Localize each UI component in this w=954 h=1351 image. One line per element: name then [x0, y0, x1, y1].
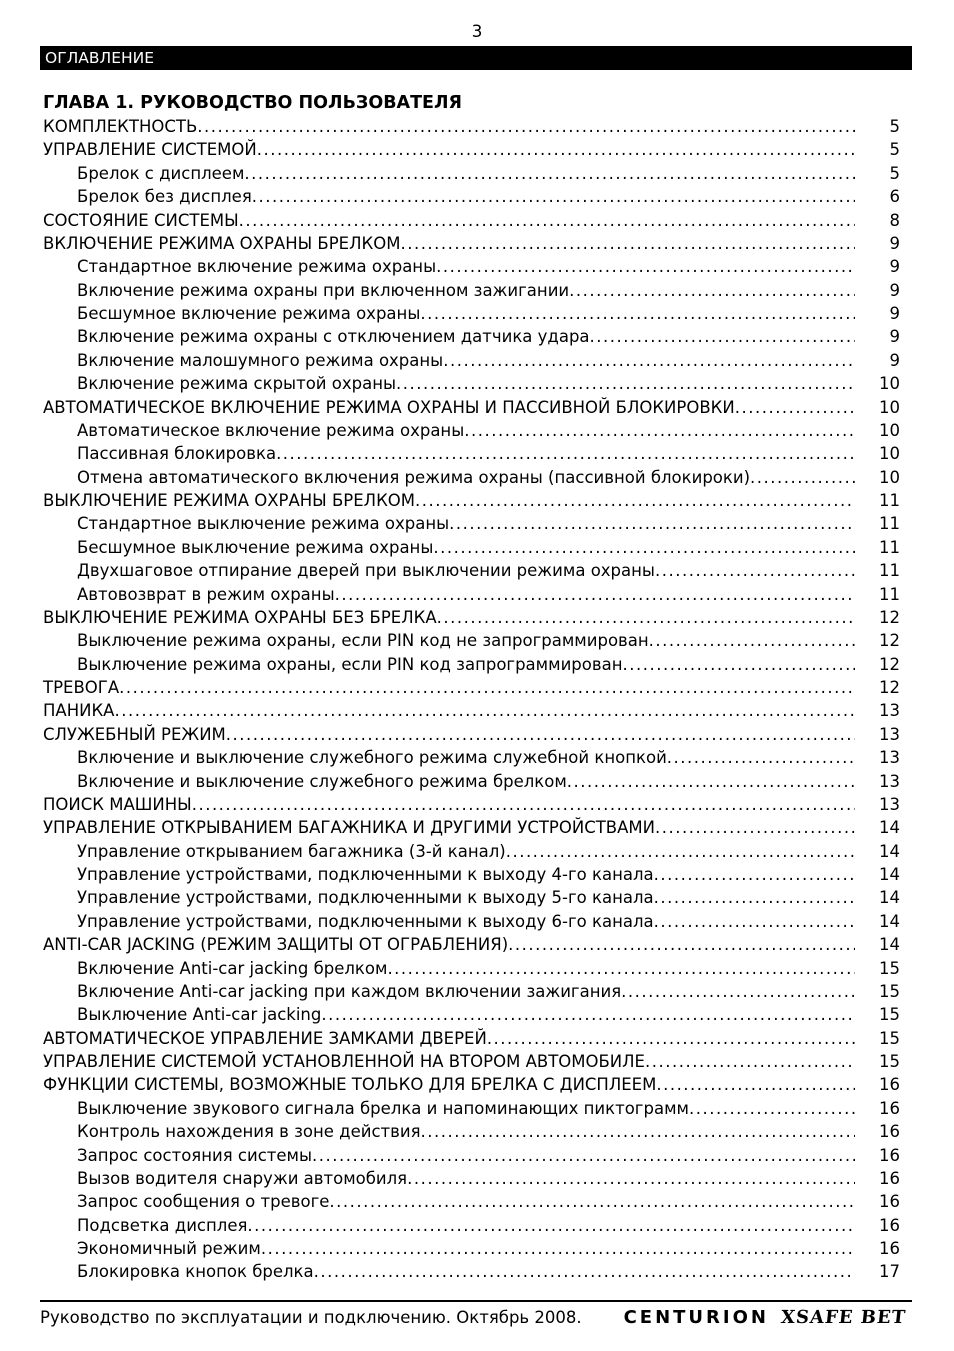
toc-entry-label: Стандартное включение режима охраны	[77, 257, 437, 277]
toc-dot-leader	[387, 959, 855, 978]
toc-entry-page-number: 15	[879, 981, 900, 1001]
toc-dot-leader	[192, 795, 855, 814]
toc-dot-leader	[437, 608, 855, 627]
toc-entry	[43, 1099, 900, 1122]
toc-entry-label: Пассивная блокировка	[77, 444, 277, 464]
toc-entry-label: Управление устройствами, подключенными к выходу 6-го канала	[77, 911, 654, 931]
toc-entry	[43, 772, 900, 795]
toc-entry-page-number: 16	[879, 1098, 900, 1118]
toc-entry-page-number: 14	[879, 888, 900, 908]
toc-dot-leader	[335, 585, 855, 604]
toc-entry-page-number: 11	[879, 514, 900, 534]
toc-entry-label: Блокировка кнопок брелка	[77, 1262, 314, 1282]
toc-entry	[43, 678, 900, 701]
toc-dot-leader	[314, 1262, 855, 1281]
toc-entry	[43, 1169, 900, 1192]
toc-entry-page-number: 14	[879, 935, 900, 955]
toc-entry-label: Автовозврат в режим охраны	[77, 584, 335, 604]
toc-dot-leader	[590, 327, 855, 346]
toc-entry-page-number: 13	[879, 701, 900, 721]
toc-entry-page-number: 14	[879, 841, 900, 861]
toc-entry-page-number: 9	[889, 233, 900, 253]
toc-entry	[43, 211, 900, 234]
toc-dot-leader	[443, 351, 855, 370]
toc-entry-label: УПРАВЛЕНИЕ СИСТЕМОЙ УСТАНОВЛЕННОЙ НА ВТОРОМ АВТОМОБИЛЕ	[43, 1052, 645, 1071]
toc-entry-label: АВТОМАТИЧЕСКОЕ УПРАВЛЕНИЕ ЗАМКАМИ ДВЕРЕЙ	[43, 1028, 487, 1048]
toc-entry	[43, 725, 900, 748]
toc-dot-leader	[119, 678, 855, 697]
toc-entry-page-number: 16	[879, 1122, 900, 1142]
toc-dot-leader	[654, 888, 855, 907]
toc-dot-leader	[396, 374, 855, 393]
toc-entry-page-number: 9	[889, 257, 900, 277]
toc-entry-page-number: 11	[879, 561, 900, 581]
toc-dot-leader	[407, 1169, 855, 1188]
toc-dot-leader	[312, 1146, 855, 1165]
toc-entry-label: Запрос состояния системы	[77, 1145, 313, 1165]
toc-entry-label: Брелок без дисплея	[77, 187, 252, 207]
toc-entry-page-number: 14	[879, 911, 900, 931]
toc-entry-page-number: 15	[879, 958, 900, 978]
toc-entry	[43, 748, 900, 771]
toc-dot-leader	[321, 1005, 855, 1024]
toc-entry	[43, 304, 900, 327]
toc-entry-page-number: 13	[879, 794, 900, 814]
toc-entry-label: СОСТОЯНИЕ СИСТЕМЫ	[43, 210, 239, 230]
toc-entry-page-number: 9	[889, 350, 900, 370]
toc-entry	[43, 1239, 900, 1262]
section-title: ОГЛАВЛЕНИЕ	[45, 49, 155, 67]
toc-entry	[43, 164, 900, 187]
toc-dot-leader	[415, 491, 855, 510]
toc-entry-page-number: 12	[879, 678, 900, 697]
toc-dot-leader	[433, 538, 855, 557]
toc-entry	[43, 140, 900, 163]
toc-entry-page-number: 13	[879, 771, 900, 791]
toc-entry-label: Включение режима охраны при включенном зажигании	[77, 280, 570, 300]
toc-entry-label: Включение и выключение служебного режима брелком	[77, 771, 567, 791]
toc-entry-label: Включение Anti-car jacking при каждом включении зажигания	[77, 981, 622, 1001]
toc-entry-label: Управление открыванием багажника (3-й канал)	[77, 841, 506, 861]
toc-entry	[43, 538, 900, 561]
toc-entry-label: Автоматическое включение режима охраны	[77, 420, 465, 440]
toc-entry	[43, 1262, 900, 1285]
toc-entry-page-number: 12	[879, 631, 900, 651]
toc-entry-label: Включение Anti-car jacking брелком	[77, 958, 388, 978]
toc-entry-label: Брелок с дисплеем	[77, 163, 245, 183]
toc-entry-label: Стандартное выключение режима охраны	[77, 514, 450, 534]
toc-entry	[43, 631, 900, 654]
toc-entry	[43, 912, 900, 935]
brand-model: XSAFE BET	[779, 1307, 908, 1328]
toc-dot-leader	[569, 281, 855, 300]
table-of-contents	[43, 117, 900, 1286]
toc-entry-label: Вызов водителя снаружи автомобиля	[77, 1168, 408, 1188]
toc-entry-label: Контроль нахождения в зоне действия	[77, 1122, 421, 1142]
toc-entry	[43, 655, 900, 678]
toc-entry-page-number: 11	[879, 491, 900, 510]
toc-dot-leader	[667, 748, 855, 767]
toc-entry-label: Экономичный режим	[77, 1239, 261, 1258]
toc-entry-label: Бесшумное выключение режима охраны	[77, 537, 434, 557]
toc-dot-leader	[655, 561, 855, 580]
toc-entry-page-number: 15	[879, 1028, 900, 1048]
toc-dot-leader	[649, 631, 855, 650]
toc-entry-label: Подсветка дисплея	[77, 1215, 248, 1235]
toc-entry-page-number: 17	[879, 1262, 900, 1282]
toc-entry-page-number: 16	[879, 1215, 900, 1235]
toc-entry-page-number: 9	[889, 280, 900, 300]
toc-entry	[43, 281, 900, 304]
toc-entry-page-number: 16	[879, 1192, 900, 1212]
toc-entry	[43, 327, 900, 350]
toc-entry	[43, 888, 900, 911]
toc-dot-leader	[244, 164, 855, 183]
toc-entry	[43, 585, 900, 608]
toc-entry-label: Выключение режима охраны, если PIN код запрограммирован	[77, 654, 623, 674]
toc-entry-label: ТРЕВОГА	[43, 678, 120, 697]
toc-dot-leader	[276, 444, 855, 463]
toc-dot-leader	[487, 1029, 855, 1048]
toc-dot-leader	[464, 421, 855, 440]
toc-entry	[43, 234, 900, 257]
toc-dot-leader	[226, 725, 855, 744]
toc-entry-label: КОМПЛЕКТНОСТЬ	[43, 117, 198, 136]
toc-entry-page-number: 13	[879, 748, 900, 768]
toc-entry	[43, 701, 900, 724]
toc-dot-leader	[400, 234, 855, 253]
toc-entry-page-number: 10	[879, 397, 900, 417]
toc-entry-label: УПРАВЛЕНИЕ СИСТЕМОЙ	[43, 140, 257, 160]
toc-dot-leader	[654, 912, 855, 931]
toc-entry-label: ВЫКЛЮЧЕНИЕ РЕЖИМА ОХРАНЫ БРЕЛКОМ	[43, 491, 416, 510]
brand-name: CENTURION	[623, 1307, 769, 1328]
page-footer	[40, 1300, 912, 1328]
toc-entry-page-number: 10	[879, 374, 900, 394]
toc-entry	[43, 1216, 900, 1239]
toc-entry-page-number: 16	[879, 1075, 900, 1095]
toc-dot-leader	[506, 842, 855, 861]
toc-entry-label: Выключение Anti-car jacking	[77, 1005, 322, 1025]
toc-entry-page-number: 11	[879, 584, 900, 604]
toc-entry-label: Включение режима скрытой охраны	[77, 374, 397, 394]
toc-dot-leader	[421, 1122, 855, 1141]
toc-entry-page-number: 10	[879, 420, 900, 440]
toc-dot-leader	[621, 982, 855, 1001]
toc-entry-label: Бесшумное включение режима охраны	[77, 304, 421, 323]
toc-entry-label: Включение режима охраны с отключением датчика удара	[77, 327, 590, 347]
toc-dot-leader	[508, 935, 855, 954]
toc-entry	[43, 982, 900, 1005]
toc-entry-page-number: 5	[889, 163, 900, 183]
toc-entry	[43, 935, 900, 958]
toc-entry-page-number: 9	[889, 327, 900, 347]
toc-entry-label: ANTI-CAR JACKING (РЕЖИМ ЗАЩИТЫ ОТ ОГРАБЛЕНИЯ)	[43, 935, 509, 955]
toc-entry-label: Управление устройствами, подключенными к выходу 4-го канала	[77, 865, 654, 884]
toc-entry-page-number: 14	[879, 818, 900, 838]
toc-entry-page-number: 16	[879, 1239, 900, 1258]
toc-entry	[43, 842, 900, 865]
toc-entry-label: АВТОМАТИЧЕСКОЕ ВКЛЮЧЕНИЕ РЕЖИМА ОХРАНЫ И ПАССИВНОЙ БЛОКИРОВКИ	[43, 397, 735, 417]
toc-entry	[43, 1075, 900, 1098]
toc-entry	[43, 795, 900, 818]
toc-entry-page-number: 12	[879, 654, 900, 674]
toc-entry-label: Двухшаговое отпирание дверей при выключении режима охраны	[77, 561, 655, 581]
brand-logo	[624, 1307, 912, 1328]
toc-entry	[43, 561, 900, 584]
toc-dot-leader	[257, 140, 855, 159]
toc-entry	[43, 491, 900, 514]
toc-dot-leader	[420, 304, 855, 323]
toc-entry-label: Выключение звукового сигнала брелка и напоминающих пиктограмм	[77, 1098, 689, 1118]
toc-entry	[43, 374, 900, 397]
toc-entry-page-number: 5	[889, 140, 900, 160]
chapter-heading: ГЛАВА 1. РУКОВОДСТВО ПОЛЬЗОВАТЕЛЯ	[43, 93, 463, 113]
toc-entry	[43, 444, 900, 467]
toc-entry-page-number: 10	[879, 467, 900, 487]
toc-entry-label: Запрос сообщения о тревоге	[77, 1192, 330, 1212]
toc-entry	[43, 1192, 900, 1215]
toc-entry-label: ВЫКЛЮЧЕНИЕ РЕЖИМА ОХРАНЫ БЕЗ БРЕЛКА	[43, 607, 437, 627]
toc-dot-leader	[689, 1099, 855, 1118]
toc-entry-page-number: 5	[889, 117, 900, 136]
toc-entry-page-number: 16	[879, 1145, 900, 1165]
toc-entry-label: Включение и выключение служебного режима служебной кнопкой	[77, 748, 667, 768]
toc-entry-label: ВКЛЮЧЕНИЕ РЕЖИМА ОХРАНЫ БРЕЛКОМ	[43, 233, 401, 253]
toc-entry-page-number: 15	[879, 1005, 900, 1025]
toc-entry-page-number: 15	[879, 1052, 900, 1071]
toc-dot-leader	[750, 468, 855, 487]
toc-entry	[43, 421, 900, 444]
toc-entry-page-number: 14	[879, 865, 900, 884]
toc-dot-leader	[735, 398, 855, 417]
toc-entry	[43, 1122, 900, 1145]
toc-entry	[43, 1146, 900, 1169]
toc-dot-leader	[655, 818, 855, 837]
toc-dot-leader	[436, 257, 855, 276]
toc-dot-leader	[656, 1075, 855, 1094]
toc-entry	[43, 959, 900, 982]
toc-entry-page-number: 8	[889, 210, 900, 230]
toc-dot-leader	[252, 187, 855, 206]
toc-entry-label: СЛУЖЕБНЫЙ РЕЖИМ	[43, 724, 226, 744]
toc-entry	[43, 351, 900, 374]
toc-dot-leader	[239, 211, 855, 230]
toc-dot-leader	[567, 772, 855, 791]
toc-entry-page-number: 10	[879, 444, 900, 464]
toc-dot-leader	[261, 1239, 855, 1258]
footer-text: Руководство по эксплуатации и подключению. Октябрь 2008.	[40, 1308, 582, 1327]
toc-entry	[43, 865, 900, 888]
toc-entry-label: ФУНКЦИИ СИСТЕМЫ, ВОЗМОЖНЫЕ ТОЛЬКО ДЛЯ БРЕЛКА С ДИСПЛЕЕМ	[43, 1075, 657, 1095]
toc-entry	[43, 257, 900, 280]
toc-dot-leader	[197, 117, 855, 136]
toc-dot-leader	[329, 1192, 855, 1211]
toc-dot-leader	[449, 514, 855, 533]
toc-entry-label: УПРАВЛЕНИЕ ОТКРЫВАНИЕМ БАГАЖНИКА И ДРУГИМИ УСТРОЙСТВАМИ	[43, 818, 655, 838]
toc-entry-label: Управление устройствами, подключенными к выходу 5-го канала	[77, 888, 654, 908]
toc-entry-label: ПОИСК МАШИНЫ	[43, 794, 192, 814]
section-title-bar	[40, 46, 912, 70]
toc-entry-page-number: 13	[879, 724, 900, 744]
toc-entry-page-number: 9	[889, 304, 900, 323]
toc-entry-page-number: 16	[879, 1168, 900, 1188]
toc-dot-leader	[645, 1052, 855, 1071]
toc-entry-label: ПАНИКА	[43, 701, 115, 721]
toc-entry	[43, 608, 900, 631]
page-number: 3	[471, 22, 483, 42]
toc-entry	[43, 818, 900, 841]
toc-dot-leader	[247, 1216, 855, 1235]
toc-entry	[43, 398, 900, 421]
toc-entry	[43, 187, 900, 210]
toc-entry-label: Включение малошумного режима охраны	[77, 350, 444, 370]
toc-entry-page-number: 12	[879, 607, 900, 627]
toc-entry-label: Выключение режима охраны, если PIN код не запрограммирован	[77, 631, 649, 651]
toc-entry	[43, 117, 900, 140]
toc-entry-page-number: 6	[889, 187, 900, 207]
toc-dot-leader	[114, 701, 855, 720]
toc-dot-leader	[654, 865, 855, 884]
toc-entry-label: Отмена автоматического включения режима охраны (пассивной блокироки)	[77, 467, 751, 487]
toc-entry	[43, 468, 900, 491]
toc-entry	[43, 1029, 900, 1052]
toc-entry	[43, 1005, 900, 1028]
toc-dot-leader	[622, 655, 855, 674]
toc-entry-page-number: 11	[879, 537, 900, 557]
toc-entry	[43, 514, 900, 537]
toc-entry	[43, 1052, 900, 1075]
